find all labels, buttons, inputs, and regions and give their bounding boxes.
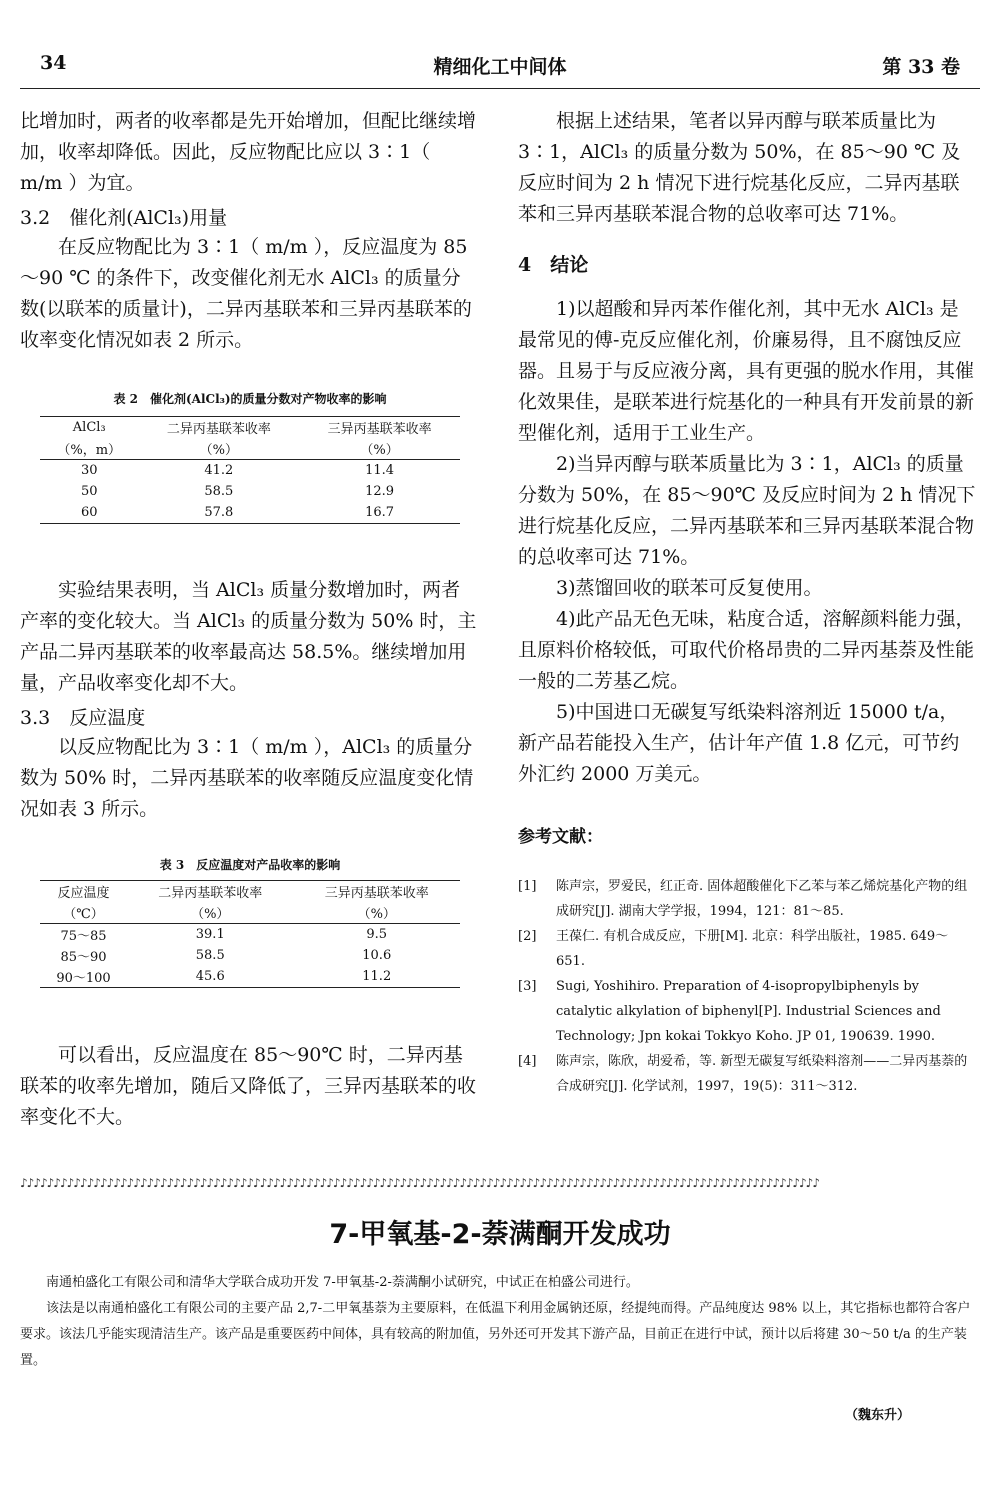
- section-4-heading: 4 结论: [518, 254, 589, 276]
- left-para-3: 实验结果表明，当 AlCl₃ 质量分数增加时，两者产率的变化较大。当 AlCl₃ 的质量分数为 50% 时，主产品二异丙基联苯的收率最高达 58.5%。继续增加用量，产品收率变化却不大。: [20, 579, 477, 694]
- t2-h1-1: 二异丙基联苯收率: [166, 422, 271, 437]
- table-row: 60 57.8 16.7: [80, 505, 395, 520]
- t3-h2-1: （%）: [127, 902, 293, 924]
- page-number: 34: [40, 52, 67, 74]
- header-rule: [20, 88, 980, 89]
- reference-item: [1] 陈声宗，罗爱民，红正奇. 固体超酸催化下乙苯与苯乙烯烷基化产物的组成研究[J]. 湖南大学学报，1994，121：81～85.: [518, 879, 968, 919]
- t2-h1-0: AlCl₃: [72, 420, 106, 435]
- left-para-2: 在反应物配比为 3∶1（ m/m ），反应温度为 85 ～90 ℃ 的条件下，改变催化剂无水 AlCl₃ 的质量分数(以联苯的质量计)，二异丙基联苯和三异丙基联苯的收率变化情况如表 2 所示。: [20, 236, 472, 351]
- news-body: [20, 1270, 980, 1374]
- news-title: 7-甲氧基-2-萘满酮开发成功: [329, 1219, 671, 1250]
- t3-h1-2: 三异丙基联苯收率: [324, 886, 429, 901]
- ornament-divider: ♪♪♪♪♪♪♪♪♪♪♪♪♪♪♪♪♪♪♪♪♪♪♪♪♪♪♪♪♪♪♪♪♪♪♪♪♪♪♪♪♪♪♪♪♪♪♪♪♪♪♪♪♪♪♪♪♪♪♪♪♪♪♪♪♪♪♪♪♪♪♪♪♪♪♪♪♪♪♪♪♪♪♪♪♪♪♪♪♪♪♪♪♪♪♪♪♪♪♪♪♪♪♪♪♪♪♪♪♪♪♪♪♪♪♪♪♪♪♪♪: [20, 1176, 819, 1190]
- table-row: 30 41.2 11.4: [80, 463, 395, 478]
- table-row: 75～85 39.1 9.5: [60, 927, 388, 944]
- references-heading: 参考文献：: [518, 827, 603, 847]
- t2-h2-1: （%）: [138, 438, 299, 460]
- table-3: [40, 880, 460, 988]
- conclusion-3: 3)蒸馏回收的联苯可反复使用。: [556, 577, 823, 599]
- table-row: 50 58.5 12.9: [80, 484, 395, 499]
- reference-item: [2] 王葆仁. 有机合成反应，下册[M]. 北京：科学出版社，1985. 649～651.: [518, 929, 949, 969]
- conclusions: [518, 294, 976, 790]
- news-author: （魏东升）: [844, 1408, 910, 1423]
- news-para-2: 该法是以南通柏盛化工有限公司的主要产品 2,7-二甲氧基萘为主要原料，在低温下利用金属钠还原，经提纯而得。产品纯度达 98% 以上，其它指标也都符合客户要求。该法几乎能实现清洁生产。该产品是重要医药中间体，具有较高的附加值，另外还可开发其下游产品，目前正在进行中试，预计以后将建 30～50 t/a 的生产装置。: [20, 1301, 971, 1368]
- t2-h2-2: （%）: [299, 438, 460, 460]
- reference-item: [3] Sugi, Yoshihiro. Preparation of 4-isopropylbiphenyls by catalytic alkylation of biphenyl[P]. Industrial Sciences and Technology; Jpn kokai Tokkyo Koho. JP 01, 190639. 1990.: [518, 979, 941, 1044]
- table-2: [40, 416, 460, 524]
- table-3-caption: 表 3 反应温度对产品收率的影响: [159, 858, 341, 872]
- volume-label: 第 33 卷: [882, 56, 960, 78]
- right-para-1: 根据上述结果，笔者以异丙醇与联苯质量比为 3∶1，AlCl₃ 的质量分数为 50%，在 85～90 ℃ 及反应时间为 2 h 情况下进行烷基化反应，二异丙基联苯和三异丙基联苯混合物的总收率可达 71%。: [518, 110, 961, 225]
- t2-h1-2: 三异丙基联苯收率: [327, 422, 432, 437]
- references-list: [518, 874, 976, 1099]
- journal-title: 精细化工中间体: [433, 56, 567, 78]
- conclusion-5: 5)中国进口无碳复写纸染料溶剂近 15000 t/a，新产品若能投入生产，估计年产值 1.8 亿元，可节约外汇约 2000 万美元。: [518, 701, 960, 785]
- t2-h2-0: （%，m）: [40, 438, 138, 460]
- t3-h1-1: 二异丙基联苯收率: [158, 886, 263, 901]
- left-para-1: 比增加时，两者的收率都是先开始增加，但配比继续增加，收率却降低。因此，反应物配比应以 3∶1（ m/m ）为宜。: [20, 110, 477, 194]
- conclusion-1: 1)以超酸和异丙苯作催化剂，其中无水 AlCl₃ 是最常见的傅-克反应催化剂，价廉易得，且不腐蚀反应器。且易于与反应液分离，具有更强的脱水作用，其催化效果佳，是联苯进行烷基化的一种具有开发前景的新型催化剂，适用于工业生产。: [518, 298, 975, 444]
- t3-h2-0: （℃）: [40, 902, 127, 924]
- reference-item: [4] 陈声宗，陈欣，胡爱希，等. 新型无碳复写纸染料溶剂——二异丙基萘的合成研究[J]. 化学试剂，1997，19(5)：311～312.: [518, 1054, 968, 1094]
- table-row: 90～100 45.6 11.2: [56, 969, 392, 986]
- news-para-1: 南通柏盛化工有限公司和清华大学联合成功开发 7-甲氧基-2-萘满酮小试研究，中试正在柏盛公司进行。: [46, 1275, 639, 1290]
- left-para-5: 可以看出，反应温度在 85～90℃ 时，二异丙基联苯的收率先增加，随后又降低了，三异丙基联苯的收率变化不大。: [20, 1044, 477, 1128]
- conclusion-4: 4)此产品无色无味，粘度合适，溶解颜料能力强，且原料价格较低，可取代价格昂贵的二异丙基萘及性能一般的二芳基乙烷。: [518, 608, 975, 692]
- table-2-caption: 表 2 催化剂(AlCl₃)的质量分数对产物收率的影响: [113, 392, 387, 406]
- t3-h1-0: 反应温度: [57, 886, 110, 901]
- conclusion-2: 2)当异丙醇与联苯质量比为 3∶1，AlCl₃ 的质量分数为 50%，在 85～90℃ 及反应时间为 2 h 情况下进行烷基化反应，二异丙基联苯和三异丙基联苯混合物的总收率可达 71%。: [518, 453, 976, 568]
- section-3-2-heading: 3.2 催化剂(AlCl₃)用量: [20, 207, 228, 229]
- t3-h2-2: （%）: [293, 902, 460, 924]
- section-3-3-heading: 3.3 反应温度: [20, 707, 146, 729]
- left-para-4: 以反应物配比为 3∶1（ m/m ），AlCl₃ 的质量分数为 50% 时，二异丙基联苯的收率随反应温度变化情况如表 3 所示。: [20, 736, 474, 820]
- table-row: 85～90 58.5 10.6: [60, 948, 392, 965]
